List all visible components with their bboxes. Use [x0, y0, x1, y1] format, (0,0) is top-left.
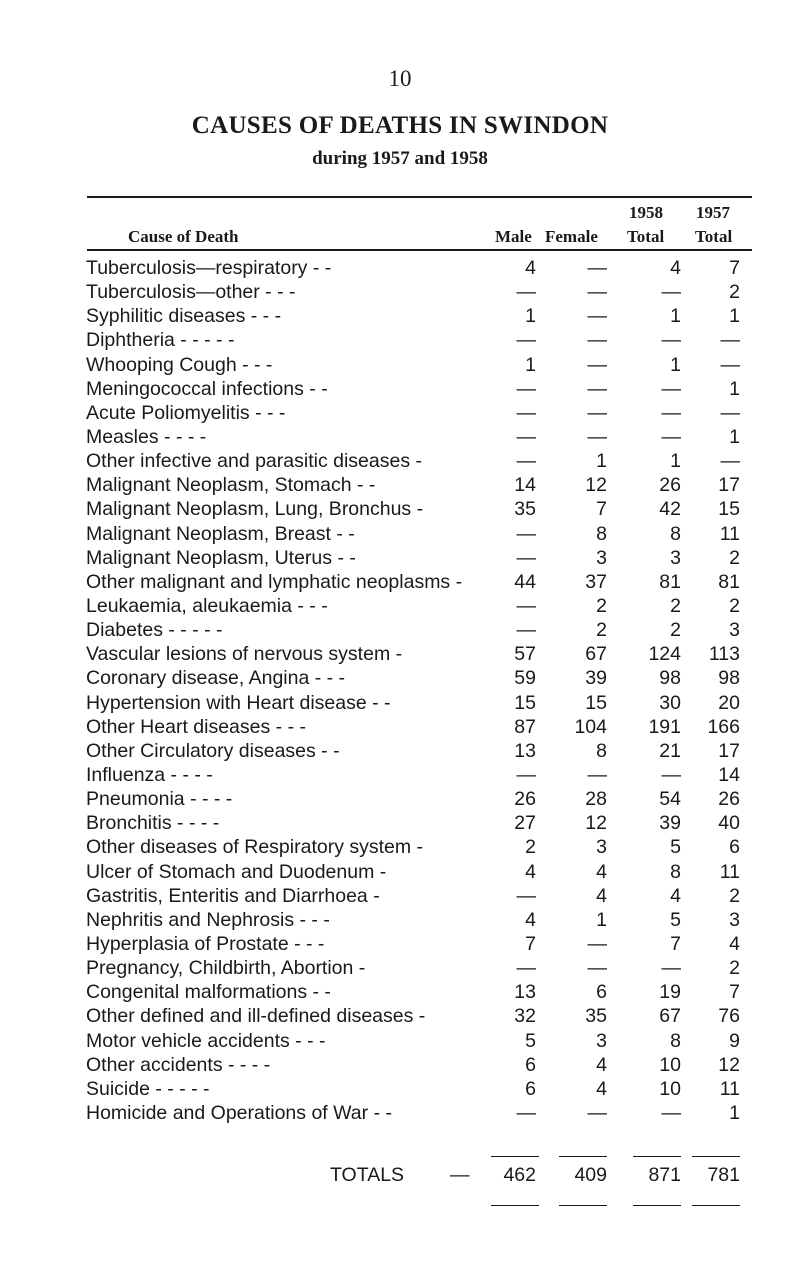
cause-cell: Influenza - - - -	[86, 763, 213, 786]
table-row	[0, 908, 800, 932]
cause-cell: Diphtheria - - - - -	[86, 329, 235, 352]
total-1958-cell: —	[661, 329, 681, 352]
cause-cell: Syphilitic diseases - - -	[86, 305, 282, 328]
total-1957-cell: 1	[729, 1101, 740, 1124]
total-1957-cell: 113	[708, 643, 740, 666]
table-row	[0, 449, 800, 473]
cause-cell: Hypertension with Heart disease - -	[86, 691, 391, 714]
total-1957-cell: 2	[729, 281, 740, 304]
total-1958-cell: 7	[670, 932, 681, 955]
table-row	[0, 763, 800, 787]
bottom-rule-male	[491, 1205, 539, 1206]
total-1958-cell: 98	[659, 667, 681, 690]
male-cell: 4	[525, 860, 536, 883]
cause-cell: Homicide and Operations of War - -	[86, 1101, 392, 1124]
cause-cell: Suicide - - - - -	[86, 1077, 210, 1100]
total-1957-cell: 9	[729, 1029, 740, 1052]
totals-male: 462	[503, 1164, 536, 1186]
bottom-rule-female	[559, 1205, 607, 1206]
total-1958-cell: 3	[670, 546, 681, 569]
male-cell: —	[516, 546, 536, 569]
total-1957-cell: 6	[729, 836, 740, 859]
cause-cell: Other accidents - - - -	[86, 1053, 271, 1076]
male-cell: —	[516, 594, 536, 617]
cause-cell: Other malignant and lymphatic neoplasms -	[86, 570, 463, 593]
cause-cell: Malignant Neoplasm, Breast - -	[86, 522, 355, 545]
cause-cell: Gastritis, Enteritis and Diarrhoea -	[86, 884, 380, 907]
cause-cell: Acute Poliomyelitis - - -	[86, 401, 286, 424]
cause-cell: Malignant Neoplasm, Stomach - -	[86, 474, 376, 497]
cause-cell: Tuberculosis—other - - -	[86, 281, 296, 304]
total-1957-cell: 11	[719, 522, 740, 545]
table-row	[0, 980, 800, 1004]
total-1958-cell: 4	[670, 257, 681, 279]
page-number: 10	[388, 66, 412, 91]
table-row	[0, 932, 800, 956]
total-1957-cell: 1	[729, 305, 740, 328]
female-cell: 6	[596, 981, 607, 1004]
table-body	[0, 256, 800, 1125]
total-1957-cell: 40	[718, 812, 740, 835]
female-cell: —	[587, 329, 607, 352]
table-row	[0, 1053, 800, 1077]
female-cell: 28	[585, 788, 607, 811]
male-cell: —	[516, 450, 536, 473]
table-row	[0, 473, 800, 497]
cause-cell: Coronary disease, Angina - - -	[86, 667, 346, 690]
table-row	[0, 1077, 800, 1101]
table-row	[0, 594, 800, 618]
total-1958-cell: 1	[670, 305, 681, 328]
total-1957-cell: —	[720, 401, 740, 424]
table-row	[0, 546, 800, 570]
total-1957-cell: 17	[718, 739, 740, 762]
table-row	[0, 425, 800, 449]
table-row	[0, 787, 800, 811]
table-row	[0, 304, 800, 328]
male-cell: —	[516, 619, 536, 642]
female-cell: —	[587, 401, 607, 424]
male-cell: 87	[514, 715, 536, 738]
total-1957-cell: 20	[718, 691, 740, 714]
male-cell: 57	[514, 643, 536, 666]
bottom-rule-1958	[633, 1205, 681, 1206]
female-cell: 8	[596, 522, 607, 545]
female-cell: 2	[596, 594, 607, 617]
total-1958-cell: —	[661, 281, 681, 304]
female-cell: —	[587, 425, 607, 448]
female-cell: 3	[596, 1029, 607, 1052]
table-row	[0, 642, 800, 666]
header-year-1957: 1957	[696, 203, 730, 222]
total-1958-cell: —	[661, 425, 681, 448]
total-1958-cell: —	[661, 957, 681, 980]
table-row	[0, 377, 800, 401]
female-cell: 3	[596, 546, 607, 569]
male-cell: —	[516, 522, 536, 545]
table-row	[0, 884, 800, 908]
total-1958-cell: 21	[659, 739, 681, 762]
total-1957-cell: 15	[718, 498, 740, 521]
female-cell: —	[587, 281, 607, 304]
total-1957-cell: 26	[718, 788, 740, 811]
total-1958-cell: 30	[659, 691, 681, 714]
cause-cell: Pneumonia - - - -	[86, 788, 233, 811]
table-row	[0, 715, 800, 739]
total-1958-cell: 4	[670, 884, 681, 907]
table-row	[0, 956, 800, 980]
header-male: Male	[495, 227, 532, 246]
totals-rule-1958	[633, 1156, 681, 1157]
total-1957-cell: 2	[729, 884, 740, 907]
male-cell: —	[516, 329, 536, 352]
cause-cell: Tuberculosis—respiratory - -	[86, 257, 332, 279]
totals-row	[0, 1164, 800, 1190]
male-cell: —	[516, 281, 536, 304]
total-1958-cell: 8	[670, 1029, 681, 1052]
male-cell: 1	[525, 305, 536, 328]
female-cell: —	[587, 932, 607, 955]
total-1957-cell: 11	[719, 1077, 740, 1100]
totals-rule-1957	[692, 1156, 740, 1157]
total-1957-cell: 17	[718, 474, 740, 497]
table-row	[0, 522, 800, 546]
cause-cell: Malignant Neoplasm, Lung, Bronchus -	[86, 498, 424, 521]
cause-cell: Measles - - - -	[86, 425, 207, 448]
total-1958-cell: 10	[659, 1053, 681, 1076]
female-cell: 15	[585, 691, 607, 714]
total-1957-cell: 11	[719, 860, 740, 883]
total-1957-cell: 7	[729, 981, 740, 1004]
total-1957-cell: 76	[718, 1005, 740, 1028]
bottom-rule-1957	[692, 1205, 740, 1206]
total-1957-cell: —	[720, 329, 740, 352]
cause-cell: Congenital malformations - -	[86, 981, 331, 1004]
totals-1958: 871	[648, 1164, 681, 1186]
cause-cell: Leukaemia, aleukaemia - - -	[86, 594, 328, 617]
male-cell: 14	[514, 474, 536, 497]
total-1958-cell: 5	[670, 908, 681, 931]
male-cell: 6	[525, 1053, 536, 1076]
female-cell: 4	[596, 1053, 607, 1076]
female-cell: 1	[596, 450, 607, 473]
cause-cell: Hyperplasia of Prostate - - -	[86, 932, 325, 955]
male-cell: —	[516, 377, 536, 400]
cause-cell: Bronchitis - - - -	[86, 812, 220, 835]
male-cell: 7	[525, 932, 536, 955]
male-cell: 2	[525, 836, 536, 859]
cause-cell: Other Circulatory diseases - -	[86, 739, 340, 762]
total-1957-cell: 3	[729, 619, 740, 642]
page-subtitle: during 1957 and 1958	[312, 148, 488, 169]
totals-1957: 781	[707, 1164, 740, 1186]
cause-cell: Malignant Neoplasm, Uterus - -	[86, 546, 356, 569]
table-row	[0, 328, 800, 352]
male-cell: —	[516, 1101, 536, 1124]
totals-label: TOTALS	[330, 1164, 405, 1186]
male-cell: —	[516, 957, 536, 980]
male-cell: 6	[525, 1077, 536, 1100]
female-cell: 2	[596, 619, 607, 642]
female-cell: 12	[585, 812, 607, 835]
total-1958-cell: 67	[659, 1005, 681, 1028]
total-1958-cell: 2	[670, 594, 681, 617]
male-cell: 13	[514, 981, 536, 1004]
total-1958-cell: 1	[670, 353, 681, 376]
male-cell: 44	[514, 570, 536, 593]
total-1958-cell: 81	[659, 570, 681, 593]
total-1957-cell: —	[720, 450, 740, 473]
total-1958-cell: 8	[670, 522, 681, 545]
total-1958-cell: 19	[659, 981, 681, 1004]
total-1957-cell: 166	[707, 715, 740, 738]
male-cell: 1	[525, 353, 536, 376]
total-1958-cell: —	[661, 763, 681, 786]
header-year-1958: 1958	[629, 203, 663, 222]
total-1958-cell: 1	[670, 450, 681, 473]
cause-cell: Whooping Cough - - -	[86, 353, 273, 376]
table-row	[0, 353, 800, 377]
table-row	[0, 860, 800, 884]
table-row	[0, 1101, 800, 1125]
total-1957-cell: 7	[729, 257, 740, 279]
total-1957-cell: 98	[718, 667, 740, 690]
total-1958-cell: 124	[648, 643, 681, 666]
male-cell: —	[516, 425, 536, 448]
female-cell: 35	[585, 1005, 607, 1028]
male-cell: 35	[514, 498, 536, 521]
total-1957-cell: 1	[729, 377, 740, 400]
female-cell: 12	[585, 474, 607, 497]
total-1958-cell: —	[661, 377, 681, 400]
table-top-rule	[87, 196, 752, 198]
table-row	[0, 666, 800, 690]
cause-cell: Other infective and parasitic diseases -	[86, 450, 422, 473]
total-1957-cell: 12	[718, 1053, 740, 1076]
female-cell: —	[587, 377, 607, 400]
cause-cell: Other defined and ill-defined diseases -	[86, 1005, 426, 1028]
cause-cell: Diabetes - - - - -	[86, 619, 223, 642]
cause-cell: Other diseases of Respiratory system -	[86, 836, 424, 859]
female-cell: 3	[596, 836, 607, 859]
female-cell: —	[587, 305, 607, 328]
total-1958-cell: 54	[659, 788, 681, 811]
table-row	[0, 401, 800, 425]
total-1958-cell: 26	[659, 474, 681, 497]
header-cause: Cause of Death	[128, 227, 239, 246]
female-cell: 4	[596, 860, 607, 883]
cause-cell: Nephritis and Nephrosis - - -	[86, 908, 330, 931]
table-row	[0, 618, 800, 642]
cause-cell: Ulcer of Stomach and Duodenum -	[86, 860, 387, 883]
total-1957-cell: 2	[729, 957, 740, 980]
female-cell: —	[587, 257, 607, 279]
total-1957-cell: 3	[729, 908, 740, 931]
female-cell: 104	[574, 715, 607, 738]
cause-cell: Pregnancy, Childbirth, Abortion -	[86, 957, 366, 980]
table-row	[0, 811, 800, 835]
table-row	[0, 570, 800, 594]
male-cell: —	[516, 884, 536, 907]
female-cell: —	[587, 353, 607, 376]
header-bottom-rule	[87, 249, 752, 251]
header-female: Female	[545, 227, 598, 246]
total-1958-cell: 10	[659, 1077, 681, 1100]
male-cell: 27	[514, 812, 536, 835]
total-1957-cell: 4	[729, 932, 740, 955]
female-cell: —	[587, 763, 607, 786]
total-1958-cell: 39	[659, 812, 681, 835]
total-1958-cell: 2	[670, 619, 681, 642]
female-cell: 4	[596, 884, 607, 907]
male-cell: 32	[514, 1005, 536, 1028]
female-cell: 39	[585, 667, 607, 690]
total-1957-cell: 1	[729, 425, 740, 448]
cause-cell: Motor vehicle accidents - - -	[86, 1029, 326, 1052]
female-cell: —	[587, 957, 607, 980]
table-row	[0, 739, 800, 763]
female-cell: 7	[596, 498, 607, 521]
total-1957-cell: —	[720, 353, 740, 376]
total-1957-cell: 14	[718, 763, 740, 786]
male-cell: 13	[514, 739, 536, 762]
total-1958-cell: 5	[670, 836, 681, 859]
female-cell: 67	[585, 643, 607, 666]
total-1958-cell: 42	[659, 498, 681, 521]
male-cell: 5	[525, 1029, 536, 1052]
table-row	[0, 497, 800, 521]
female-cell: 1	[596, 908, 607, 931]
total-1958-cell: —	[661, 401, 681, 424]
total-1958-cell: 191	[648, 715, 681, 738]
table-row	[0, 691, 800, 715]
cause-cell: Vascular lesions of nervous system -	[86, 643, 403, 666]
male-cell: 4	[525, 908, 536, 931]
totals-female: 409	[574, 1164, 607, 1186]
male-cell: —	[516, 401, 536, 424]
totals-rule-male	[491, 1156, 539, 1157]
table-row	[0, 1004, 800, 1028]
total-1957-cell: 81	[718, 570, 740, 593]
total-1957-cell: 2	[729, 546, 740, 569]
header-total-1958: Total	[627, 227, 665, 246]
page-title: CAUSES OF DEATHS IN SWINDON	[191, 112, 609, 139]
total-1958-cell: 8	[670, 860, 681, 883]
female-cell: 8	[596, 739, 607, 762]
cause-cell: Meningococcal infections - -	[86, 377, 328, 400]
female-cell: —	[587, 1101, 607, 1124]
male-cell: 59	[514, 667, 536, 690]
table-row	[0, 280, 800, 304]
total-1957-cell: 2	[729, 594, 740, 617]
female-cell: 4	[596, 1077, 607, 1100]
male-cell: —	[516, 763, 536, 786]
totals-rule-female	[559, 1156, 607, 1157]
male-cell: 26	[514, 788, 536, 811]
cause-cell: Other Heart diseases - - -	[86, 715, 306, 738]
table-row	[0, 835, 800, 859]
male-cell: 4	[525, 257, 536, 279]
table-row	[0, 256, 800, 280]
header-total-1957: Total	[695, 227, 733, 246]
male-cell: 15	[514, 691, 536, 714]
totals-separator: —	[450, 1164, 470, 1186]
female-cell: 37	[585, 570, 607, 593]
table-row	[0, 1029, 800, 1053]
total-1958-cell: —	[661, 1101, 681, 1124]
